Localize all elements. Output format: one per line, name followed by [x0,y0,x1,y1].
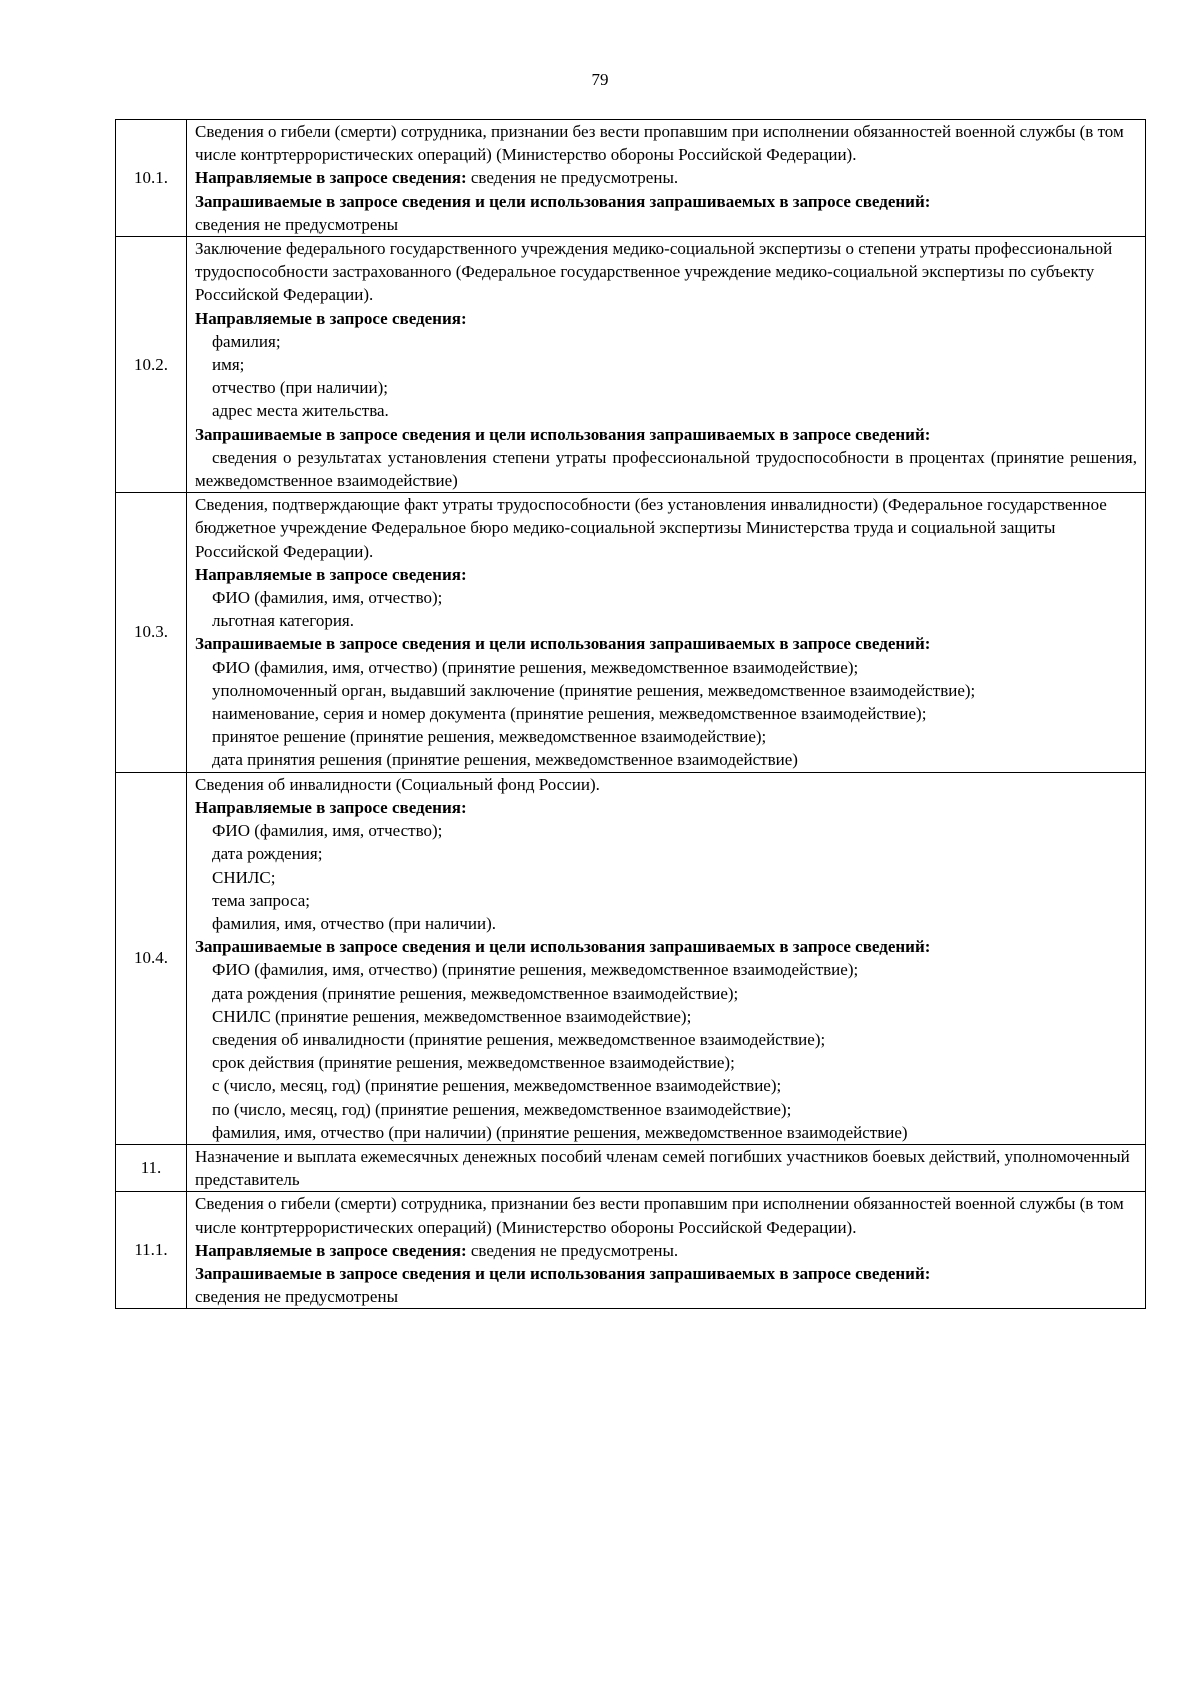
row-content [187,1192,1146,1309]
requirements-table [115,119,1146,1309]
row-number: 10.2. [116,237,187,493]
row-content [187,237,1146,493]
row-number: 11. [116,1144,187,1191]
req-value: сведения не предусмотрены [195,214,398,234]
list-item: имя; [212,355,245,375]
list-item: фамилия; [212,331,281,351]
list-item: фамилия, имя, отчество (при наличии) (принятие решения, межведомственное взаимодействие) [212,1122,908,1142]
list-item: тема запроса; [212,890,310,910]
sent-value: сведения не предусмотрены. [470,168,679,188]
req-label: Запрашиваемые в запросе сведения и цели использования запрашиваемых в запросе сведений: [195,424,931,444]
list-item: ФИО (фамилия, имя, отчество) (принятие решения, межведомственное взаимодействие); [212,960,859,980]
sent-label: Направляемые в запросе сведения: [195,797,467,817]
list-item: по (число, месяц, год) (принятие решения, межведомственное взаимодействие); [212,1099,792,1119]
list-item: наименование, серия и номер документа (принятие решения, межведомственное взаимодействие); [212,704,927,724]
row-intro: Сведения, подтверждающие факт утраты трудоспособности (без установления инвалидности) (Федеральное государственное бюджетное учреждение Федеральное бюро медико-социальной экспертизы Министерства труда и социальной защиты Российской Федерации). [195,495,1107,561]
row-content [187,1144,1146,1191]
list-item: с (число, месяц, год) (принятие решения, межведомственное взаимодействие); [212,1076,782,1096]
req-label: Запрашиваемые в запросе сведения и цели использования запрашиваемых в запросе сведений: [195,937,931,957]
row-intro: Сведения об инвалидности (Социальный фонд России). [195,774,600,794]
req-label: Запрашиваемые в запросе сведения и цели использования запрашиваемых в запросе сведений: [195,1263,931,1283]
list-item: адрес места жительства. [212,401,389,421]
page-number: 79 [591,70,609,89]
row-intro: Сведения о гибели (смерти) сотрудника, признании без вести пропавшим при исполнении обязанностей военной службы (в том числе контртеррористических операций) (Министерство обороны Российской Федерации). [195,122,1124,165]
row-content [187,493,1146,772]
list-item: сведения об инвалидности (принятие решения, межведомственное взаимодействие); [212,1029,826,1049]
req-label: Запрашиваемые в запросе сведения и цели использования запрашиваемых в запросе сведений: [195,191,931,211]
list-item: ФИО (фамилия, имя, отчество); [212,588,443,608]
list-item: дата рождения (принятие решения, межведомственное взаимодействие); [212,983,739,1003]
list-item: дата рождения; [212,844,323,864]
table-row [116,120,1146,237]
row-number: 11.1. [116,1192,187,1309]
req-label: Запрашиваемые в запросе сведения и цели использования запрашиваемых в запросе сведений: [195,634,931,654]
sent-label: Направляемые в запросе сведения: [195,308,467,328]
row-number: 10.1. [116,120,187,237]
sent-value: сведения не предусмотрены. [470,1240,679,1260]
list-item: СНИЛС (принятие решения, межведомственное взаимодействие); [212,1006,692,1026]
list-item: фамилия, имя, отчество (при наличии). [212,913,496,933]
req-value: сведения о результатах установления степени утраты профессиональной трудоспособности в процентах (принятие решения, межведомственное взаимодействие) [195,447,1137,491]
list-item: дата принятия решения (принятие решения, межведомственное взаимодействие) [212,750,798,770]
row-number: 10.3. [116,493,187,772]
list-item: отчество (при наличии); [212,378,388,398]
row-intro: Заключение федерального государственного учреждения медико-социальной экспертизы о степени утраты профессиональной трудоспособности застрахованного (Федеральное государственное учреждение медико-социальной экспертизы по субъекту Российской Федерации). [195,239,1113,305]
sent-section [195,1239,1137,1262]
table-row [116,772,1146,1144]
table-row [116,1192,1146,1309]
list-item: СНИЛС; [212,867,276,887]
row-intro: Назначение и выплата ежемесячных денежных пособий членам семей погибших участников боевых действий, уполномоченный представитель [195,1146,1130,1190]
req-value: сведения не предусмотрены [195,1287,398,1307]
list-item: срок действия (принятие решения, межведомственное взаимодействие); [212,1053,735,1073]
sent-label: Направляемые в запросе сведения: [195,1240,467,1260]
row-content [187,772,1146,1144]
table-row [116,1144,1146,1191]
row-content [187,120,1146,237]
row-intro: Сведения о гибели (смерти) сотрудника, признании без вести пропавшим при исполнении обязанностей военной службы (в том числе контртеррористических операций) (Министерство обороны Российской Федерации). [195,1194,1124,1237]
table-row [116,493,1146,772]
row-number: 10.4. [116,772,187,1144]
list-item: принятое решение (принятие решения, межведомственное взаимодействие); [212,727,767,747]
table-row [116,237,1146,493]
sent-label: Направляемые в запросе сведения: [195,168,467,188]
list-item: ФИО (фамилия, имя, отчество); [212,821,443,841]
sent-label: Направляемые в запросе сведения: [195,564,467,584]
sent-section [195,166,1137,189]
list-item: ФИО (фамилия, имя, отчество) (принятие решения, межведомственное взаимодействие); [212,657,859,677]
list-item: уполномоченный орган, выдавший заключение (принятие решения, межведомственное взаимодействие); [212,680,976,700]
list-item: льготная категория. [212,611,355,631]
